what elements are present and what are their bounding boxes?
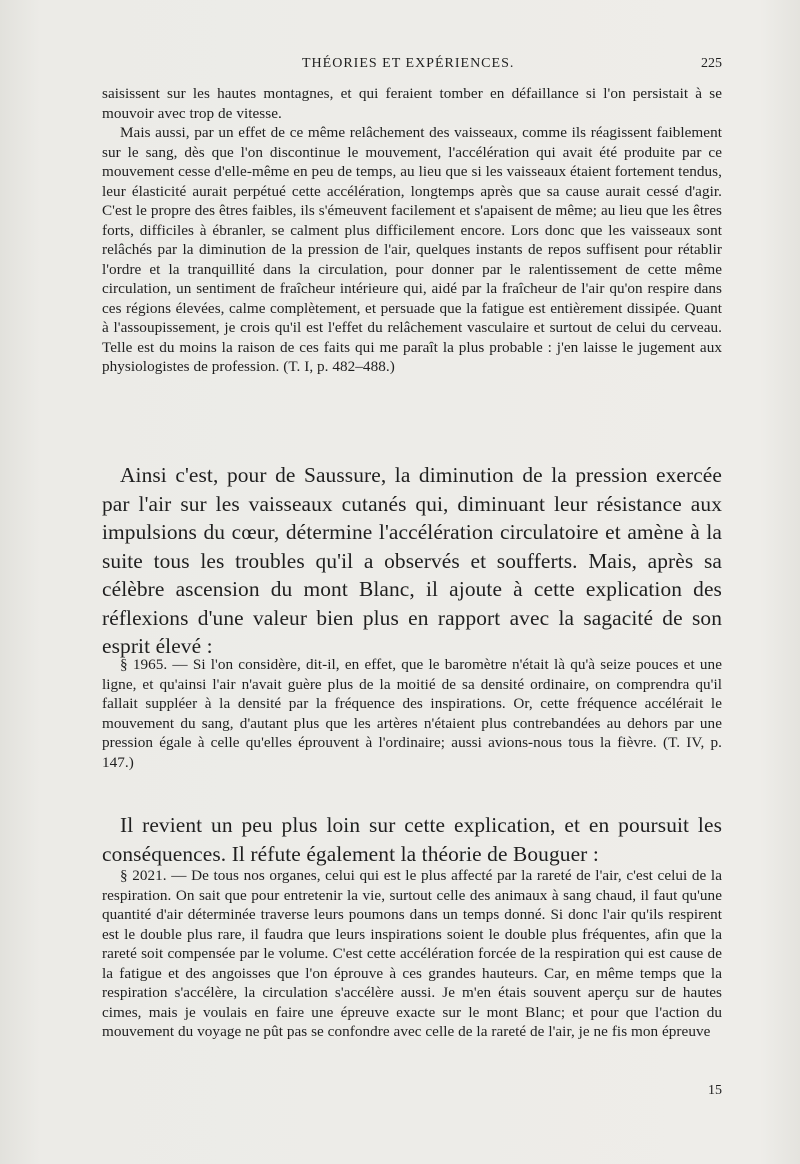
body-paragraph-2 [102, 811, 722, 868]
quote-1-paragraph-2: Mais aussi, par un effet de ce même relâchement des vaisseaux, comme ils réagissent faiblement sur le sang, dès que l'on discontinue le mouvement, l'accélération qui avait été produite par ce mouvement cesse d'elle-même en peu de temps, au lieu que si les vaisseaux étaient fortement tendus, leur élasticité aurait perpétué cette accélération, longtemps après que sa cause aurait cessé d'agir. C'est le propre des êtres faibles, ils s'émeuvent facilement et s'apaisent de même; au lieu que les êtres forts, difficiles à ébranler, se calment plus difficilement encore. Lors donc que les vaisseaux sont relâchés par la diminution de la pression de l'air, quelques instants de repos suffisent pour rétablir l'ordre et la tranquillité dans la circulation, pour donner par le ralentissement de cette même circulation, un sentiment de fraîcheur intérieure qui, aidé par la fraîcheur de l'air qu'on respire dans ces régions élevées, calme complètement, et persuade que la fatigue est entièrement dissipée. Quant à l'assoupissement, je crois qu'il est l'effet du relâchement vasculaire et surtout de celui du cerveau. Telle est du moins la raison de ces faits qui me paraît la plus probable : j'en laisse le jugement aux physiologistes de profession. (T. I, p. 482–488.) [102, 124, 722, 375]
quote-2-text: § 1965. — Si l'on considère, dit-il, en effet, que le baromètre n'était là qu'à seize pouces et une ligne, et qu'ainsi l'air n'avait guère plus de la moitié de sa densité ordinaire, on comprendra qu'il fallait suppléer à la densité par la fréquence des inspirations. Or, cette fréquence accélérait le mouvement du sang, d'autant plus que les artères n'étaient plus contrebandées au dehors par une pression égale à celle qu'elles éprouvent à l'ordinaire; aussi avions-nous tous la fièvre. (T. IV, p. 147.) [102, 656, 722, 771]
body-paragraph-1 [102, 461, 722, 661]
quote-3-text: § 2021. — De tous nos organes, celui qui est le plus affecté par la rareté de l'air, c'est celui de la respiration. On sait que pour entretenir la vie, surtout celle des animaux à sang chaud, il faut qu'une quantité d'air déterminée traverse leurs poumons dans un temps donné. Si donc l'air qu'ils respirent est le double plus rare, il faudra que leurs inspirations soient le double plus fréquentes, afin que la rareté soit compensée par le volume. C'est cette accélération forcée de la respiration qui est cause de la fatigue et des angoisses que l'on éprouve à ces grandes hauteurs. Car, en même temps que la respiration s'accélère, la circulation s'accélère aussi. Je m'en étais souvent aperçu sur de hautes cimes, mais je voulais en faire une épreuve exacte sur le mont Blanc; et pour que l'action du mouvement du voyage ne pût pas se confondre avec celle de la rareté de l'air, je ne fis mon épreuve [102, 867, 722, 1040]
quote-block-1 [102, 84, 722, 377]
running-title: THÉORIES ET EXPÉRIENCES. [302, 56, 515, 71]
page-number: 225 [701, 56, 722, 71]
printer-signature: 15 [708, 1083, 722, 1098]
running-header [102, 56, 722, 78]
quote-block-2 [102, 655, 722, 772]
quote-1-paragraph-1: saisissent sur les hautes montagnes, et qui feraient tomber en défaillance si l'on persistait à se mouvoir avec trop de vitesse. [102, 85, 722, 122]
quote-block-3 [102, 866, 722, 1042]
body-paragraph-1-text: Ainsi c'est, pour de Saussure, la diminution de la pression exercée par l'air sur les vaisseaux cutanés qui, diminuant leur résistance aux impulsions du cœur, détermine l'accélération circulatoire et amène à la suite tous les troubles qu'il a observés et soufferts. Mais, après sa célèbre ascension du mont Blanc, il ajoute à cette explication des réflexions d'une valeur bien plus en rapport avec la sagacité de son esprit élevé : [102, 463, 722, 658]
body-paragraph-2-text: Il revient un peu plus loin sur cette explication, et en poursuit les conséquences. Il réfute également la théorie de Bouguer : [102, 813, 722, 866]
